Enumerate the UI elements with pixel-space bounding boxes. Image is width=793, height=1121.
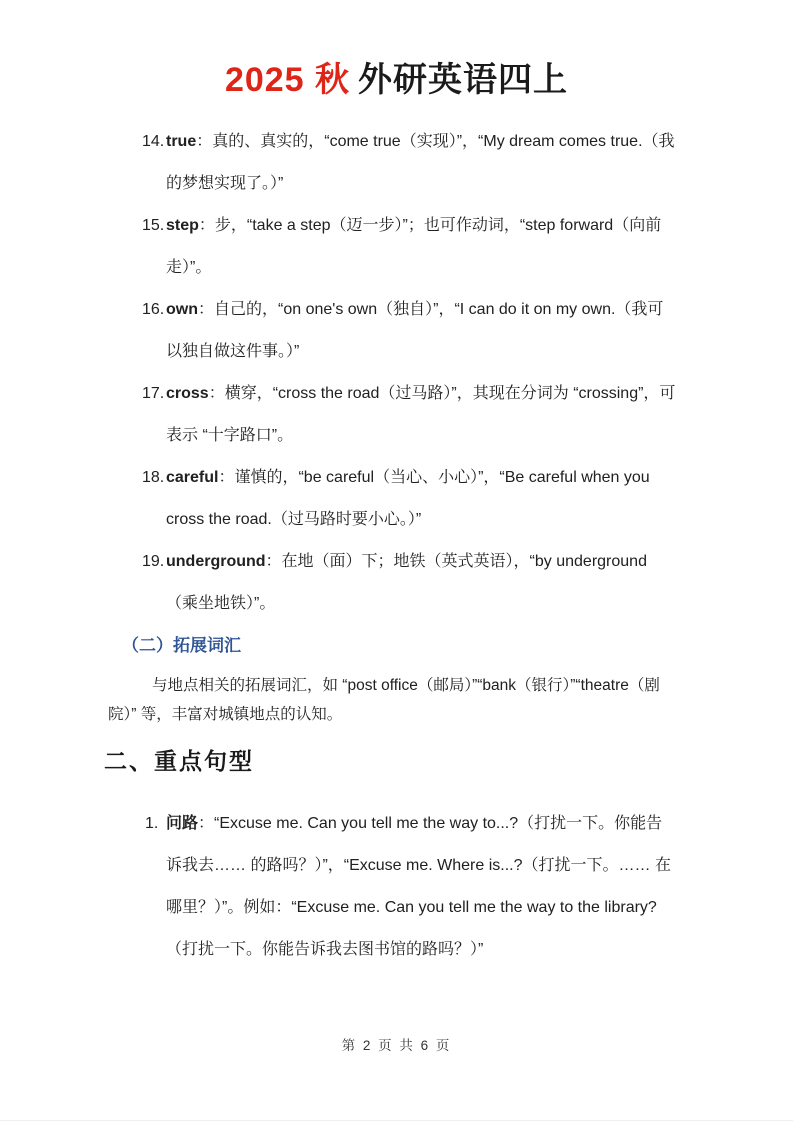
vocab-item-19 — [142, 541, 677, 625]
item-text: ：步，“take a step（迈一步）”；也可作动词，“step forward（向前走）”。 — [166, 217, 662, 276]
section-heading-key-sentences: 二、重点句型 — [104, 748, 254, 774]
item-text: ：谨慎的，“be careful（当心、小心）”，“Be careful when you cross the road.（过马路时要小心。）” — [166, 469, 650, 528]
item-text: ：自己的，“on one's own（独自）”，“I can do it on my own.（我可以独自做这件事。）” — [166, 301, 664, 360]
vocab-item-18 — [142, 457, 677, 541]
item-word: true — [166, 133, 197, 150]
vocab-list — [142, 121, 677, 625]
vocab-item-14 — [142, 121, 677, 205]
sentence-list — [145, 803, 677, 971]
vocab-item-16 — [142, 289, 677, 373]
title-year-season: 2025 秋 — [224, 61, 351, 99]
vocab-item-17 — [142, 373, 677, 457]
title-book-name: 外研英语四上 — [358, 61, 569, 99]
item-word: own — [166, 301, 198, 318]
item-word: underground — [166, 553, 266, 570]
page-footer: 第 2 页 共 6 页 — [341, 1038, 452, 1053]
item-number: 14. — [142, 133, 165, 150]
item-word: cross — [166, 385, 209, 402]
item-text: ：“Excuse me. Can you tell me the way to...?（打扰一下。你能告诉我去…… 的路吗？）”，“Excuse me. Where is...?（打扰一下。…… 在哪里？）”。例如：“Excuse me. Can you tell me the way to the library?（打扰一下。你能告诉我去图书馆的路吗？）” — [166, 815, 671, 958]
vocab-item-15 — [142, 205, 677, 289]
item-number: 19. — [142, 553, 165, 570]
item-number: 18. — [142, 469, 165, 486]
item-word: 问路 — [166, 815, 199, 832]
item-word: careful — [166, 469, 219, 486]
expansion-vocab-paragraph: 与地点相关的拓展词汇，如 “post office（邮局）”“bank（银行）”“theatre（剧院）” 等，丰富对城镇地点的认知。 — [108, 677, 660, 723]
item-number: 17. — [142, 385, 165, 402]
item-number: 15. — [142, 217, 165, 234]
item-text: ：真的、真实的，“come true（实现）”，“My dream comes true.（我的梦想实现了。）” — [166, 133, 675, 192]
sentence-item-1 — [145, 803, 677, 971]
item-number: 1. — [145, 815, 159, 832]
item-text: ：横穿，“cross the road（过马路）”，其现在分词为 “crossing”，可表示 “十字路口”。 — [166, 385, 676, 444]
item-word: step — [166, 217, 199, 234]
subsection-heading-expansion-vocab: （二）拓展词汇 — [122, 636, 241, 655]
item-number: 16. — [142, 301, 165, 318]
page-title — [0, 0, 793, 104]
item-text: ：在地（面）下；地铁（英式英语），“by underground（乘坐地铁）”。 — [166, 553, 647, 612]
